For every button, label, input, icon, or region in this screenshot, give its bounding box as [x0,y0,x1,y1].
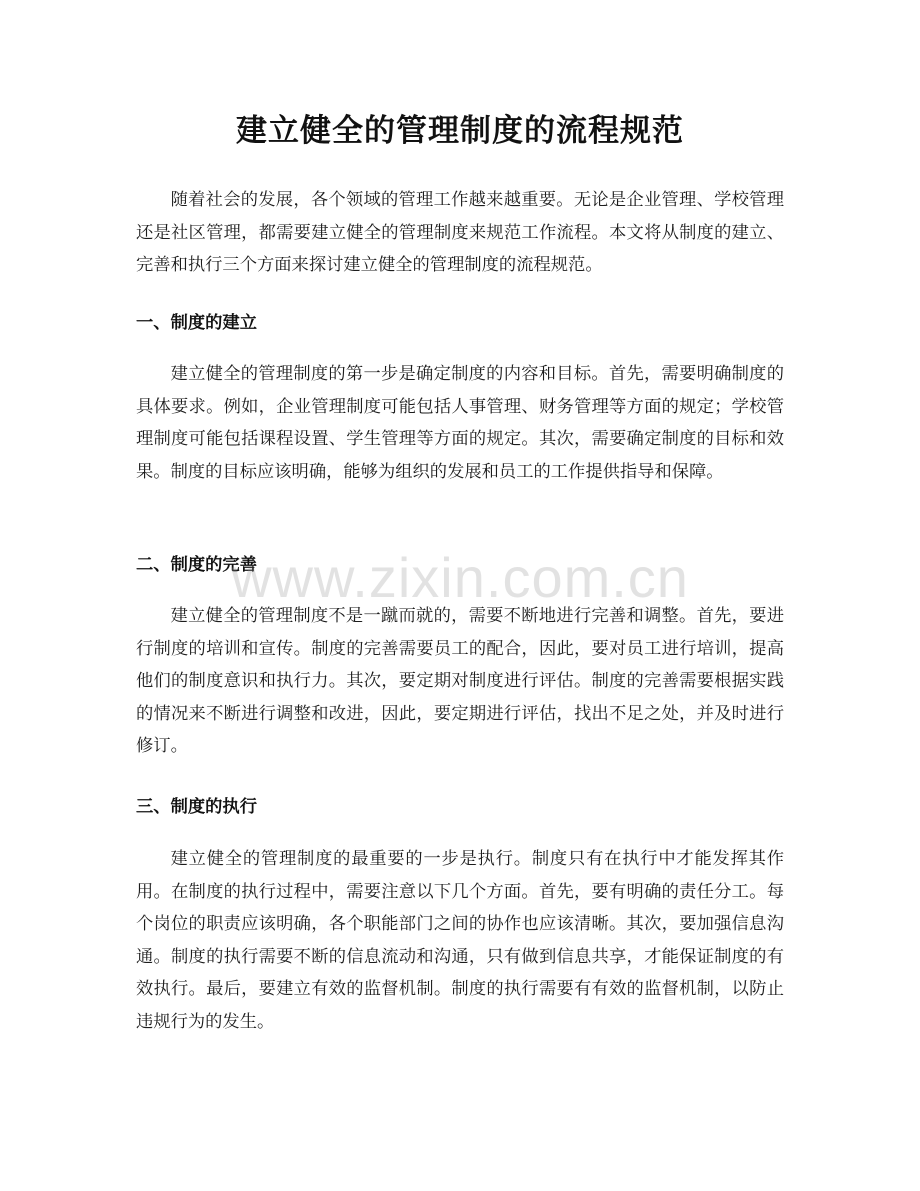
section-heading-improve: 二、制度的完善 [136,555,257,575]
section-body-improve: 建立健全的管理制度不是一蹴而就的，需要不断地进行完善和调整。首先，要进行制度的培训和宣传。制度的完善需要员工的配合，因此，要对员工进行培训，提高他们的制度意识和执行力。其次，要定期对制度进行评估。制度的完善需要根据实践的情况来不断进行调整和改进，因此，要定期进行评估，找出不足之处，并及时进行修订。 [136,606,784,756]
intro-paragraph: 随着社会的发展，各个领域的管理工作越来越重要。无论是企业管理、学校管理还是社区管理，都需要建立健全的管理制度来规范工作流程。本文将从制度的建立、完善和执行三个方面来探讨建立健全的管理制度的流程规范。 [136,190,784,275]
section-heading-establish: 一、制度的建立 [136,313,257,333]
watermark: www.zixin.com.cn [231,546,689,609]
section-heading-execute: 三、制度的执行 [136,797,257,817]
document-title: 建立健全的管理制度的流程规范 [236,113,684,149]
section-body-establish: 建立健全的管理制度的第一步是确定制度的内容和目标。首先，需要明确制度的具体要求。例如，企业管理制度可能包括人事管理、财务管理等方面的规定；学校管理制度可能包括课程设置、学生管理等方面的规定。其次，需要确定制度的目标和效果。制度的目标应该明确，能够为组织的发展和员工的工作提供指导和保障。 [136,364,784,482]
section-body-execute: 建立健全的管理制度的最重要的一步是执行。制度只有在执行中才能发挥其作用。在制度的执行过程中，需要注意以下几个方面。首先，要有明确的责任分工。每个岗位的职责应该明确，各个职能部门之间的协作也应该清晰。其次，要加强信息沟通。制度的执行需要不断的信息流动和沟通，只有做到信息共享，才能保证制度的有效执行。最后，要建立有效的监督机制。制度的执行需要有有效的监督机制，以防止违规行为的发生。 [136,849,784,1032]
